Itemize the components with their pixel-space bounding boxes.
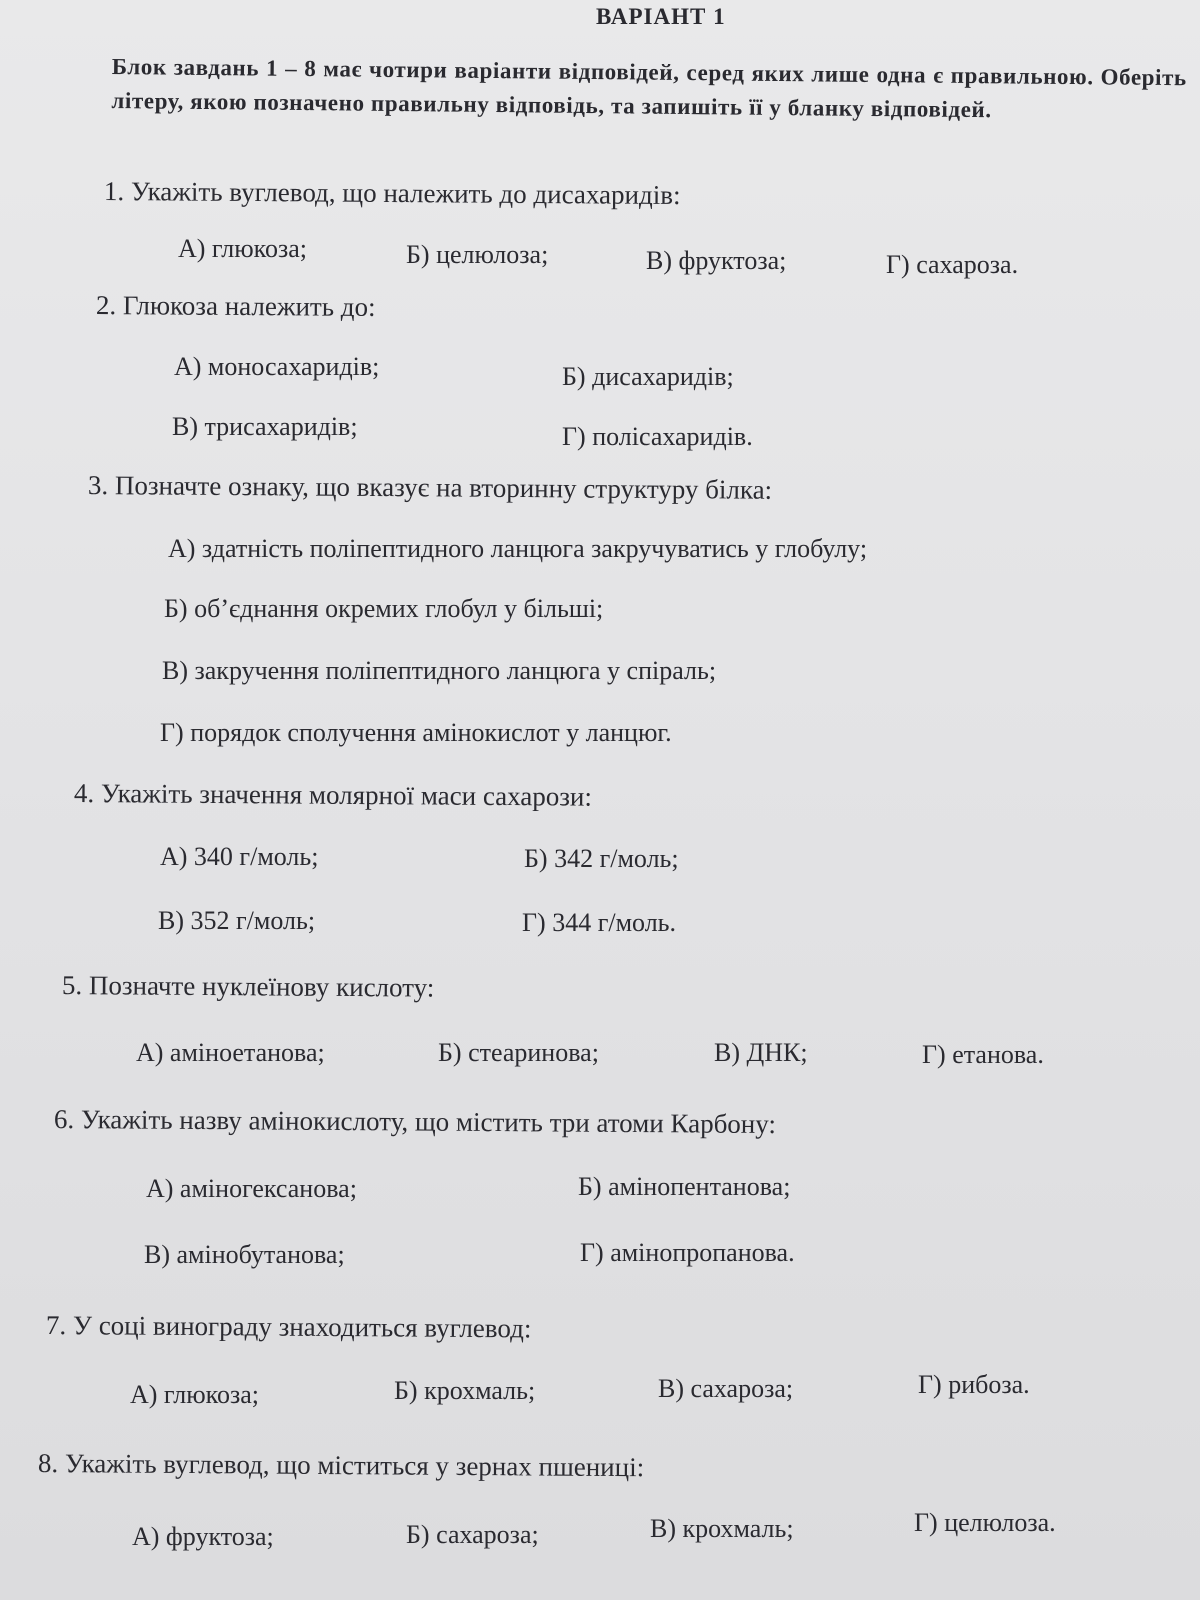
q2-option-a: А) моносахаридів; [174, 352, 380, 381]
question-6: 6. Укажіть назву амінокислоту, що містить три атоми Карбону: [53, 1104, 777, 1140]
q7-option-a: А) глюкоза; [130, 1380, 260, 1409]
q1-option-d: Г) сахароза. [886, 250, 1019, 279]
q5-option-b: Б) стеаринова; [438, 1038, 599, 1067]
question-2: 2. Глюкоза належить до: [95, 290, 376, 322]
q1-option-a: А) глюкоза; [178, 234, 308, 263]
q6-option-b: Б) амінопентанова; [578, 1172, 791, 1201]
q5-option-c: В) ДНК; [714, 1038, 808, 1067]
q5-option-a: А) аміноетанова; [136, 1038, 325, 1067]
question-7: 7. У соці винограду знаходиться вуглевод: [45, 1310, 532, 1344]
q4-option-a: А) 340 г/моль; [160, 842, 319, 871]
q1-option-c: В) фруктоза; [646, 246, 787, 275]
q2-option-d: Г) полісахаридів. [562, 422, 753, 451]
q7-option-c: В) сахароза; [658, 1374, 794, 1403]
q8-option-a: А) фруктоза; [132, 1522, 274, 1551]
q8-option-b: Б) сахароза; [406, 1520, 539, 1549]
q3-option-c: В) закручення поліпептидного ланцюга у спіраль; [162, 656, 717, 685]
q6-option-a: А) аміногексанова; [146, 1174, 357, 1203]
q4-option-d: Г) 344 г/моль. [522, 908, 677, 937]
q7-option-b: Б) крохмаль; [394, 1376, 536, 1405]
q3-option-b: Б) об’єднання окремих глобул у більші; [164, 594, 604, 623]
question-3: 3. Позначте ознаку, що вказує на вторинну структуру білка: [87, 470, 773, 505]
q3-option-d: Г) порядок сполучення амінокислот у ланцюг. [160, 718, 672, 747]
instruction-paragraph: Блок завдань 1 – 8 має чотири варіанти відповідей, серед яких лише одна є правильною. Оберіть літеру, якою позначено правильну відповідь, та запишіть її у бланку відповідей. [111, 53, 1187, 123]
q5-option-d: Г) етанова. [922, 1040, 1044, 1069]
q2-option-b: Б) дисахаридів; [562, 362, 734, 391]
question-4: 4. Укажіть значення молярної маси сахарози: [73, 778, 593, 812]
q4-option-c: В) 352 г/моль; [158, 906, 316, 935]
q8-option-c: В) крохмаль; [650, 1514, 794, 1543]
q4-option-b: Б) 342 г/моль; [524, 844, 679, 873]
page-title: ВАРІАНТ 1 [596, 4, 726, 29]
page-smudge-mark [1170, 1470, 1182, 1480]
q3-option-a: А) здатність поліпептидного ланцюга закручуватись у глобулу; [168, 534, 868, 563]
q7-option-d: Г) рибоза. [918, 1370, 1030, 1399]
q8-option-d: Г) целюлоза. [914, 1508, 1056, 1537]
q6-option-d: Г) амінопропанова. [580, 1238, 795, 1267]
question-1: 1. Укажіть вуглевод, що належить до дисахаридів: [103, 176, 681, 211]
question-5: 5. Позначте нуклеїнову кислоту: [61, 970, 435, 1003]
q1-option-b: Б) целюлоза; [406, 240, 549, 269]
q6-option-c: В) амінобутанова; [144, 1240, 345, 1269]
question-8: 8. Укажіть вуглевод, що міститься у зернах пшениці: [37, 1448, 645, 1483]
q2-option-c: В) трисахаридів; [172, 412, 358, 441]
